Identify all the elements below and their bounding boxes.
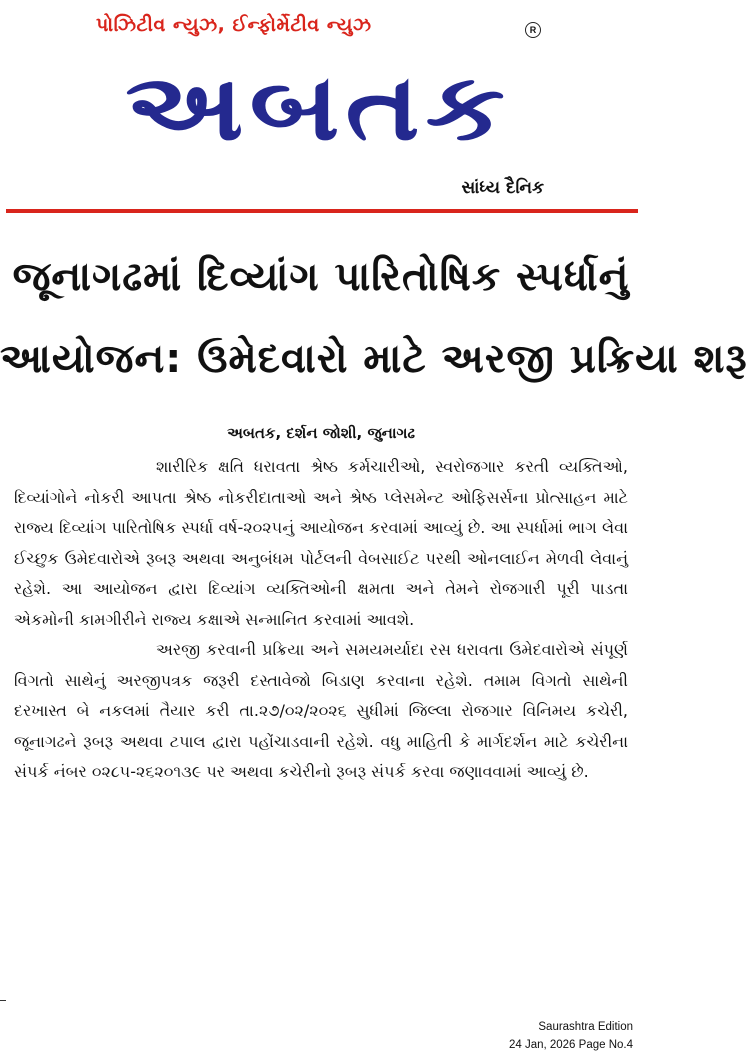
article-body xyxy=(14,452,628,788)
edge-mark xyxy=(0,1000,6,1001)
masthead-tagline: પોઝિટીવ ન્યુઝ, ઈન્ફોર્મેટીવ ન્યુઝ xyxy=(96,14,372,36)
masthead xyxy=(0,0,642,210)
logo-wordmark: અબતક xyxy=(125,54,511,162)
registered-trademark-icon: R xyxy=(525,22,541,38)
article-headline xyxy=(0,236,748,400)
edition-date-page: 24 Jan, 2026 Page No.4 xyxy=(508,1039,633,1051)
headline-line-2: આયોજન: ઉમેદવારો માટે અરજી પ્રક્રિયા શરૂ xyxy=(0,336,748,382)
article-paragraph-2: અરજી કરવાની પ્રક્રિયા અને સમયમર્યાદા રસ ધરાવતા ઉમેદવારોએ સંપૂર્ણ વિગતો સાથેનું અરજીપત્રક જરૂરી દસ્તાવેજો બિડાણ કરવાના રહેશે. તમામ વિગતો સાથેની દરખાસ્ત બે નકલમાં તૈયાર કરી તા.૨૭/૦૨/૨૦૨૬ સુધીમાં જિલ્લા રોજગાર વિનિમય કચેરી, જૂનાગઢને રૂબરૂ અથવા ટપાલ દ્વારા પહોંચાડવાની રહેશે. વધુ માહિતી કે માર્ગદર્શન માટે કચેરીના સંપર્ક નંબર ૦૨૮૫-૨૬૨૦૧૩૯ પર અથવા કચેરીનો રૂબરૂ સંપર્ક કરવા જણાવવામાં આવ્યું છે. xyxy=(14,640,628,781)
edition-name: Saurashtra Edition xyxy=(538,1021,633,1033)
article-paragraph-1: શારીરિક ક્ષતિ ધરાવતા શ્રેષ્ઠ કર્મચારીઓ, સ્વરોજગાર કરતી વ્યક્તિઓ, દિવ્યાંગોને નોકરી આપતા શ્રેષ્ઠ નોકરીદાતાઓ અને શ્રેષ્ઠ પ્લેસમેન્ટ ઓફિસર્સના પ્રોત્સાહન માટે રાજ્ય દિવ્યાંગ પારિતોષિક સ્પર્ધા વર્ષ-૨૦૨૫નું આયોજન કરવામાં આવ્યું છે. આ સ્પર્ધામાં ભાગ લેવા ઈચ્છુક ઉમેદવારોએ રૂબરૂ અથવા અનુબંધમ પોર્ટલની વેબસાઈટ પરથી ઓનલાઈન મેળવી લેવાનું રહેશે. આ આયોજન દ્વારા દિવ્યાંગ વ્યક્તિઓની ક્ષમતા અને તેમને રોજગારી પૂરી પાડતા એકમોની કામગીરીને રાજ્ય કક્ષાએ સન્માનિત કરવામાં આવશે. xyxy=(14,457,628,629)
edition-footer xyxy=(433,1018,633,1054)
masthead-subtitle: સાંધ્ય દૈનિક xyxy=(461,178,544,198)
article-byline: અબતક, દર્શન જોશી, જુનાગઢ xyxy=(227,424,415,442)
newspaper-logo xyxy=(98,42,538,174)
masthead-divider xyxy=(6,209,638,213)
headline-line-1: જૂનાગઢમાં દિવ્યાંગ પારિતોષિક સ્પર્ધાનું xyxy=(12,254,630,300)
